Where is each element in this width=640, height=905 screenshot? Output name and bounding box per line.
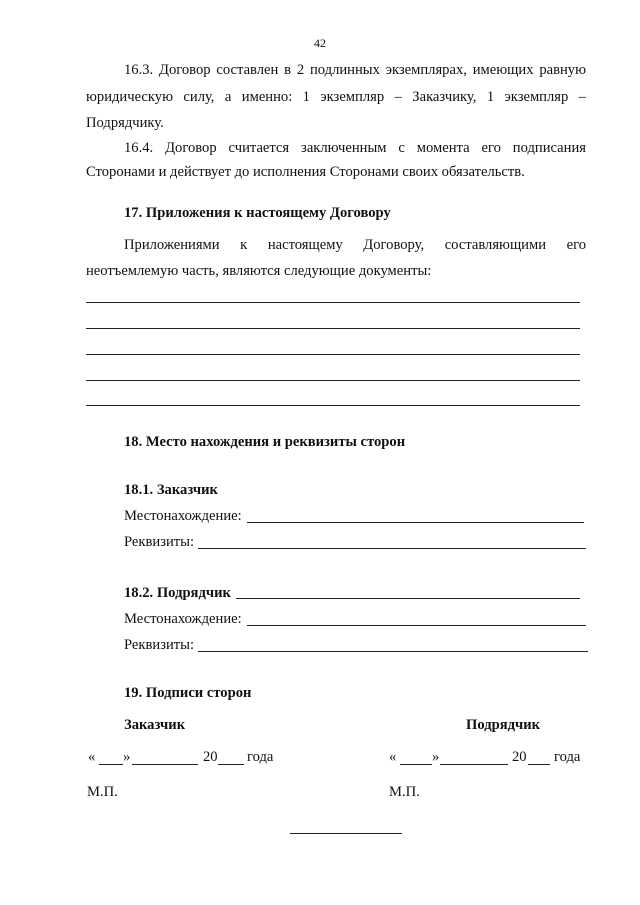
customer-day-field[interactable] <box>99 764 123 765</box>
page-number: 42 <box>314 36 326 50</box>
contractor-requisites-label: Реквизиты: <box>124 637 195 653</box>
customer-location-label: Местонахождение: <box>124 508 242 524</box>
section-17-text-line-2: неотъемлемую часть, являются следующие документы: <box>86 263 432 279</box>
customer-requisites-field[interactable] <box>198 548 586 549</box>
clause-16-3-line-1: 16.3. Договор составлен в 2 подлинных экземплярах, имеющих равную <box>124 62 586 78</box>
customer-year-suffix: года <box>247 749 274 765</box>
customer-requisites-label: Реквизиты: <box>124 534 195 550</box>
contractor-year-prefix: 20 <box>512 749 527 765</box>
customer-month-field[interactable] <box>132 764 198 765</box>
contractor-location-field[interactable] <box>247 625 586 626</box>
blank-line-1[interactable] <box>86 302 580 303</box>
customer-year-field[interactable] <box>218 764 244 765</box>
end-divider <box>290 833 402 834</box>
contractor-seal-label: М.П. <box>389 784 420 800</box>
customer-year-prefix: 20 <box>203 749 218 765</box>
section-19-heading: 19. Подписи сторон <box>124 685 252 701</box>
contractor-name-field[interactable] <box>236 598 580 599</box>
customer-date-quote-close: » <box>123 749 131 765</box>
contractor-date-quote-open: « <box>389 749 397 765</box>
blank-line-3[interactable] <box>86 354 580 355</box>
clause-16-4-line-2: Сторонами и действует до исполнения Сторонами своих обязательств. <box>86 164 525 180</box>
customer-signature-label: Заказчик <box>124 717 186 733</box>
contractor-year-suffix: года <box>554 749 581 765</box>
contractor-location-label: Местонахождение: <box>124 611 242 627</box>
contractor-year-field[interactable] <box>528 764 550 765</box>
contractor-date-quote-close: » <box>432 749 440 765</box>
clause-16-3-line-2: юридическую силу, а именно: 1 экземпляр – Заказчику, 1 экземпляр – <box>86 89 586 105</box>
customer-heading: 18.1. Заказчик <box>124 482 218 498</box>
customer-date-quote-open: « <box>88 749 96 765</box>
contractor-requisites-field[interactable] <box>198 651 588 652</box>
contractor-month-field[interactable] <box>440 764 508 765</box>
contractor-heading: 18.2. Подрядчик <box>124 585 231 601</box>
blank-line-2[interactable] <box>86 328 580 329</box>
section-17-heading: 17. Приложения к настоящему Договору <box>124 205 391 221</box>
section-17-text-line-1: Приложениями к настоящему Договору, составляющими его <box>124 237 586 253</box>
contractor-day-field[interactable] <box>400 764 432 765</box>
blank-line-5[interactable] <box>86 405 580 406</box>
customer-seal-label: М.П. <box>87 784 118 800</box>
section-18-heading: 18. Место нахождения и реквизиты сторон <box>124 434 406 450</box>
blank-line-4[interactable] <box>86 380 580 381</box>
customer-location-field[interactable] <box>247 522 584 523</box>
contractor-signature-label: Подрядчик <box>466 717 541 733</box>
clause-16-3-line-3: Подрядчику. <box>86 115 164 131</box>
clause-16-4-line-1: 16.4. Договор считается заключенным с момента его подписания <box>124 140 586 156</box>
